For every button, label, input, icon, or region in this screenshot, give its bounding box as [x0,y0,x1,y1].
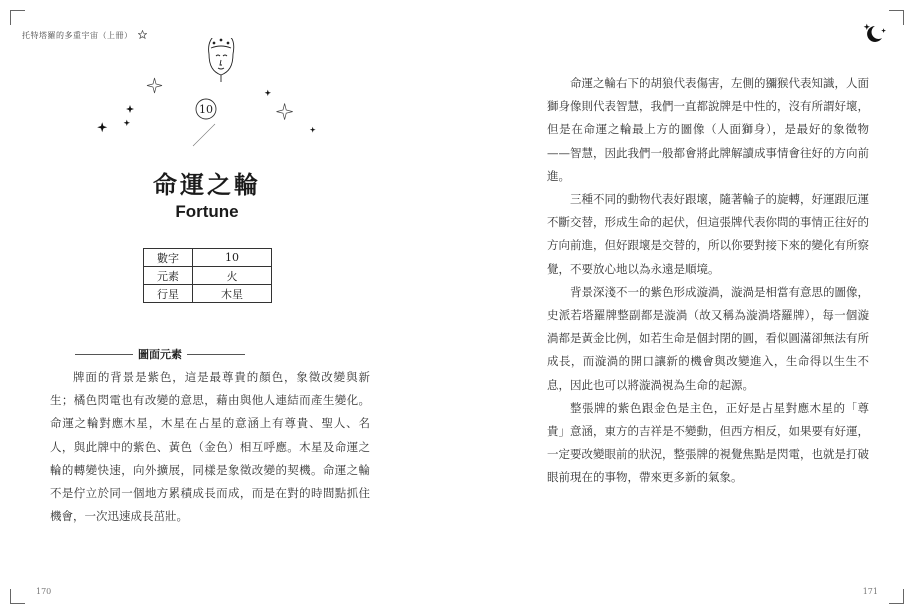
page-number: 171 [862,587,878,596]
divider [187,354,245,355]
table-row [144,267,272,285]
corner-ornament [889,589,904,604]
section-heading-text: 圖面元素 [138,348,182,361]
paragraph: 背景深淺不一的紫色形成漩渦，漩渦是相當有意思的圖像，史派若塔羅牌整副都是漩渦（故又稱為漩渦塔羅牌），每一個漩渦都是黃金比例，如若生命是個封閉的圓，看似圓滿卻無法有所成長，而漩渦的開口讓新的機會與改變進入，生命得以生生不息，因此也可以將漩渦視為生命的起源。 [547,284,869,392]
table-value: 10 [193,249,272,267]
paragraph: 整張牌的紫色跟金色是主色，正好是占星對應木星的「尊貴」意涵，東方的吉祥是不變動，但西方相反，如果要有好運，一定要改變眼前的狀況，整張牌的視覺焦點是閃電，也就是打破眼前現在的事物，帶來更多新的氣象。 [547,400,869,485]
table-value: 火 [193,267,272,285]
corner-ornament [10,10,25,25]
page-number: 170 [36,587,52,596]
corner-ornament [10,589,25,604]
moon-star-icon [860,22,888,46]
section-heading [75,346,245,362]
left-body-text [50,366,370,528]
running-head-title: 托特塔羅的多重宇宙（上冊） [22,31,133,40]
right-body-text [547,72,869,490]
paragraph: 三種不同的動物代表好跟壞，隨著輪子的旋轉，好運跟厄運不斷交替，形成生命的起伏，但這張牌代表你問的事情正往好的方向前進，但好跟壞是交替的，所以你要對接下來的變化有所察覺，不要放心地以為永遠是順境。 [547,192,869,276]
card-emblem [95,38,335,148]
card-title-english: Fortune [175,202,239,221]
right-page [457,0,914,614]
table-key: 元素 [144,267,193,285]
card-number: 10 [199,103,213,116]
table-value: 木星 [193,285,272,303]
table-row [144,249,272,267]
paragraph: 命運之輪右下的胡狼代表傷害，左側的獼猴代表知識，人面獅身像則代表智慧，我們一直都說牌是中性的，沒有所謂好壞，但是在命運之輪最上方的圖像（人面獅身），是最好的象徵物——智慧，因此我們一般都會將此牌解讀成事情會往好的方向前進。 [547,76,869,183]
paragraph: 牌面的背景是紫色，這是最尊貴的顏色，象徵改變與新生；橘色閃電也有改變的意思，藉由與他人連結而產生變化。命運之輪對應木星，木星在占星的意涵上有尊貴、聖人、名人，與此牌中的紫色、黃色（金色）相互呼應。木星及命運之輪的轉變快速，向外擴展，同樣是象徵改變的契機。命運之輪不是佇立於同一個地方累積成長而成，而是在對的時間點抓住機會，一次迅速成長茁壯。 [50,370,370,524]
table-key: 行星 [144,285,193,303]
corner-ornament [889,10,904,25]
card-title-chinese: 命運之輪 [153,170,261,199]
table-key: 數字 [144,249,193,267]
table-row [144,285,272,303]
card-attributes-table [143,248,272,303]
head-with-stars-icon [209,38,234,82]
